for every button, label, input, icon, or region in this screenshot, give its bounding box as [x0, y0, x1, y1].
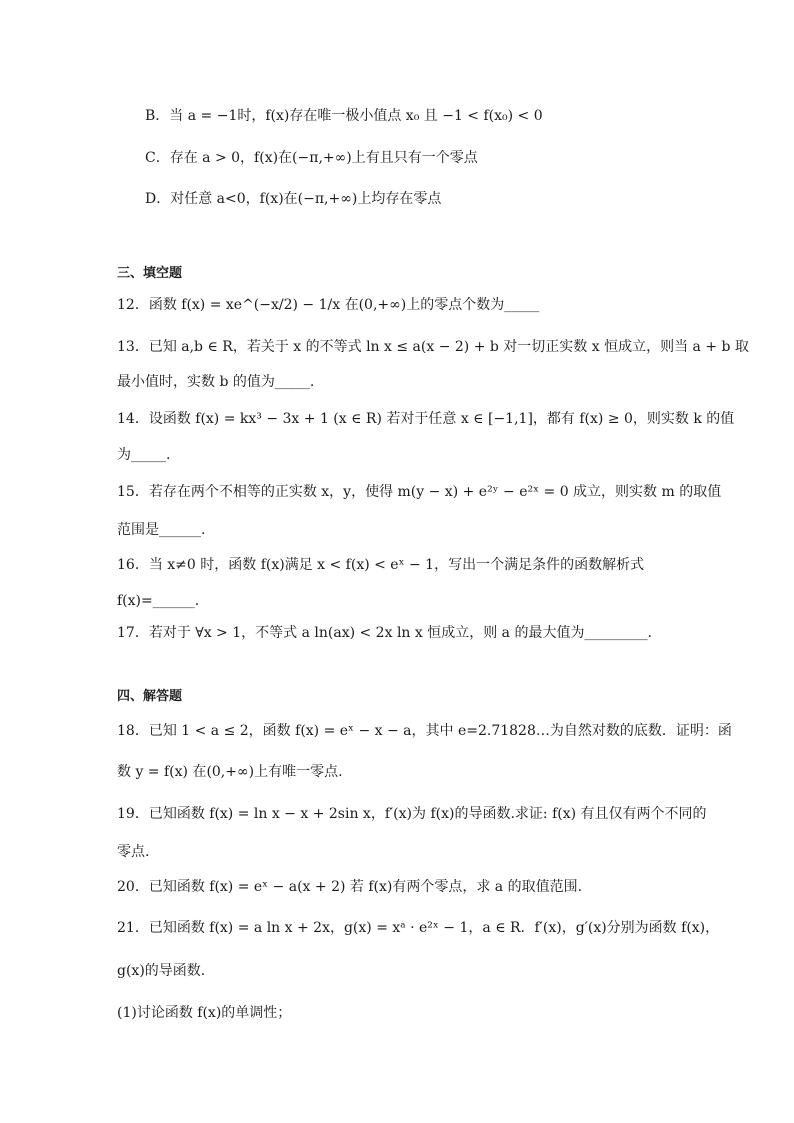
question-17: 17．若对于 ∀x > 1，不等式 a ln(ax) < 2x ln x 恒成立，则 a 的最大值为_________.	[117, 625, 652, 641]
question-14-line-2: 为_____.	[117, 447, 171, 463]
question-19-line-2: 零点.	[117, 844, 150, 860]
section-title-fill-blank: 三、填空题	[117, 266, 183, 281]
question-16-line-1: 16．当 x≠0 时，函数 f(x)满足 x < f(x) < eˣ − 1，写出一个满足条件的函数解析式	[117, 557, 645, 573]
question-11-option-c: C．存在 a > 0，f(x)在(−π,+∞)上有且只有一个零点	[145, 150, 478, 166]
question-15-line-2: 范围是______.	[117, 522, 206, 538]
question-20: 20．已知函数 f(x) = eˣ − a(x + 2) 若 f(x)有两个零点，求 a 的取值范围.	[117, 879, 583, 895]
section-title-answer: 四、解答题	[117, 689, 183, 704]
question-21-part-1: (1)讨论函数 f(x)的单调性；	[117, 1005, 292, 1021]
question-15-line-1: 15．若存在两个不相等的正实数 x，y，使得 m(y − x) + e²ʸ − e²ˣ = 0 成立，则实数 m 的取值	[117, 484, 722, 500]
question-16-line-2: f(x)=______.	[117, 593, 200, 609]
question-11-option-b: B．当 a = −1时，f(x)存在唯一极小值点 x₀ 且 −1 < f(x₀) < 0	[145, 108, 543, 124]
question-21-line-1: 21．已知函数 f(x) = a ln x + 2x，g(x) = xᵃ · e²ˣ − 1，a ∈ R．f′(x)，g′(x)分别为函数 f(x)，	[117, 920, 720, 936]
question-14-line-1: 14．设函数 f(x) = kx³ − 3x + 1 (x ∈ R) 若对于任意 x ∈ [−1,1]，都有 f(x) ≥ 0，则实数 k 的值	[117, 411, 735, 427]
question-19-line-1: 19．已知函数 f(x) = ln x − x + 2sin x，f′(x)为 f(x)的导函数.求证: f(x) 有且仅有两个不同的	[117, 806, 707, 822]
question-13-line-2: 最小值时，实数 b 的值为_____.	[117, 374, 315, 390]
question-21-line-2: g(x)的导函数.	[117, 963, 206, 979]
question-12: 12．函数 f(x) = xe^(−x/2) − 1/x 在(0,+∞)上的零点个数为_____	[117, 297, 540, 313]
question-18-line-1: 18．已知 1 < a ≤ 2，函数 f(x) = eˣ − x − a，其中 e=2.71828…为自然对数的底数．证明：函	[117, 723, 732, 739]
question-11-option-d: D．对任意 a<0，f(x)在(−π,+∞)上均存在零点	[145, 191, 442, 207]
question-13-line-1: 13．已知 a,b ∈ R，若关于 x 的不等式 ln x ≤ a(x − 2) + b 对一切正实数 x 恒成立，则当 a + b 取	[117, 339, 749, 355]
question-18-line-2: 数 y = f(x) 在(0,+∞)上有唯一零点.	[117, 764, 343, 780]
